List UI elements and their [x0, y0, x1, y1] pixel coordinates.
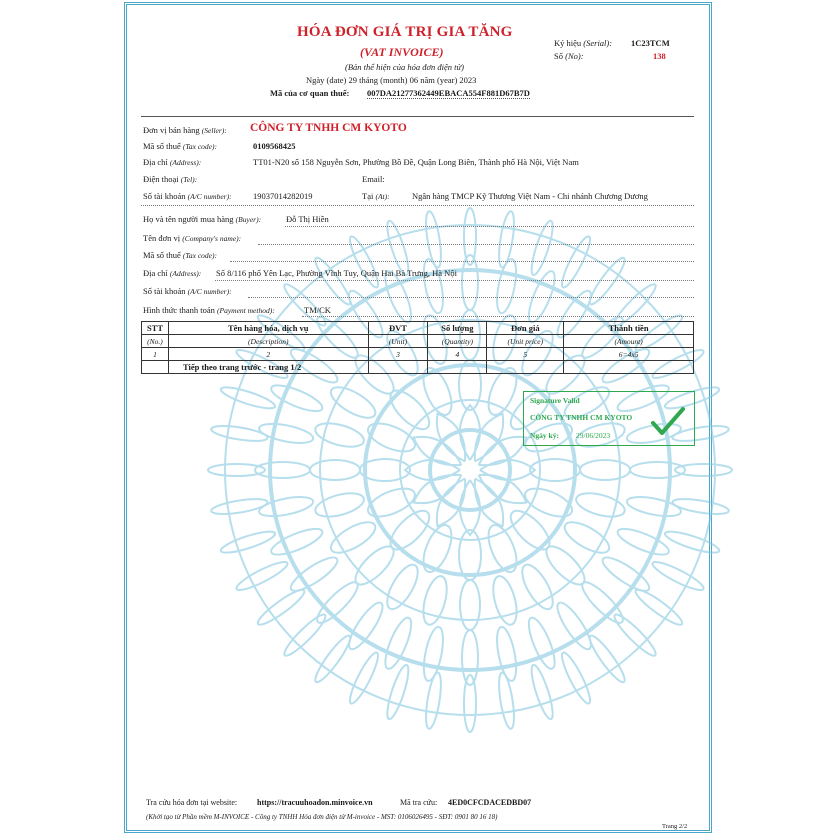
tax-authority-code: 007DA21277362449EBACA554F881D67B7D: [367, 88, 530, 98]
col-header: STT: [142, 322, 169, 335]
col-header: Đơn giá: [487, 322, 564, 335]
table-subheader-row: [142, 335, 694, 348]
buyer-name: Đỗ Thị Hiền: [286, 214, 329, 224]
mandala-watermark: [200, 200, 740, 740]
table-cell: 6=4x5: [564, 348, 694, 361]
table-cell: 5: [487, 348, 564, 361]
seller-name: CÔNG TY TNHH CM KYOTO: [250, 122, 407, 134]
table-cell: 1: [142, 348, 169, 361]
buyer-address-label: Địa chỉ (Address):: [143, 268, 202, 278]
number-value: 138: [653, 51, 666, 61]
seller-tax-label: Mã số thuế (Tax code):: [143, 141, 217, 151]
lookup-label: Tra cứu hóa đơn tại website:: [146, 798, 238, 807]
col-subheader: (No.): [142, 335, 169, 348]
seller-address: TT01-N20 số 158 Nguyễn Sơn, Phường Bồ Đề, Quận Long Biên, Thành phố Hà Nội, Việt Nam: [253, 157, 579, 167]
seller-account: 19037014282019: [253, 191, 313, 201]
buyer-tax-label: Mã số thuế (Tax code):: [143, 250, 217, 260]
table-continued-row: [142, 361, 694, 374]
col-subheader: (Unit): [368, 335, 428, 348]
payment-method: TM/CK: [304, 305, 331, 315]
table-cell: 2: [168, 348, 368, 361]
seller-phone-label: Điện thoại (Tel):: [143, 174, 198, 184]
divider: [141, 116, 694, 117]
col-header: Thành tiền: [564, 322, 694, 335]
invoice-date: Ngày (date) 29 tháng (month) 06 năm (year) 2023: [306, 75, 477, 85]
check-icon: [650, 406, 686, 438]
col-header: Tên hàng hóa, dịch vụ: [168, 322, 368, 335]
seller-bank: Ngân hàng TMCP Kỹ Thương Việt Nam - Chi nhánh Chương Dương: [412, 191, 648, 201]
number-label: Số (No):: [554, 51, 584, 61]
col-subheader: (Amount): [564, 335, 694, 348]
signature-date-label: Ngày ký:: [530, 431, 559, 440]
seller-bank-label: Tại (At):: [362, 191, 390, 201]
tax-authority-label: Mã của cơ quan thuế:: [270, 88, 350, 98]
table-cell: 3: [368, 348, 428, 361]
signature-signer: CÔNG TY TNHH CM KYOTO: [530, 413, 633, 422]
col-subheader: (Quantity): [428, 335, 487, 348]
page-number: Trang 2/2: [662, 823, 688, 830]
col-header: Số lượng: [428, 322, 487, 335]
signature-box: [523, 391, 695, 446]
seller-address-label: Địa chỉ (Address):: [143, 157, 202, 167]
seller-name-label: Đơn vị bán hàng (Seller):: [143, 125, 227, 135]
invoice-note: (Bản thể hiện của hóa đơn điện tử): [345, 62, 464, 72]
buyer-account-label: Số tài khoản (A/C number):: [143, 286, 232, 296]
col-subheader: (Description): [168, 335, 368, 348]
signature-status: Signature Valid: [530, 396, 580, 405]
table-cell: 4: [428, 348, 487, 361]
lookup-url[interactable]: https://tracuuhoadon.minvoice.vn: [257, 798, 373, 807]
divider: [141, 205, 694, 206]
seller-account-label: Số tài khoản (A/C number):: [143, 191, 232, 201]
buyer-company-label: Tên đơn vị (Company's name):: [143, 233, 242, 243]
payment-label: Hình thức thanh toán (Payment method):: [143, 305, 275, 315]
invoice-title: HÓA ĐƠN GIÁ TRỊ GIA TĂNG: [297, 24, 513, 40]
serial-value: 1C23TCM: [631, 38, 670, 48]
seller-tax-code: 0109568425: [253, 141, 296, 151]
table-header-row: [142, 322, 694, 335]
col-subheader: (Unit price): [487, 335, 564, 348]
lookup-code-label: Mã tra cứu:: [400, 798, 438, 807]
signature-date: 29/06/2023: [576, 431, 611, 440]
software-note: (Khởi tạo từ Phần mềm M-INVOICE - Công ty TNHH Hóa đơn điện tử M-invoice - MST: 0106026495 - SĐT: 0901 80 16 18): [146, 813, 498, 821]
continued-text: Tiếp theo trang trước - trang 1/2: [168, 361, 368, 374]
invoice-subtitle: (VAT INVOICE): [360, 45, 444, 59]
lookup-code: 4ED0CFCDACEDBD07: [448, 798, 532, 807]
buyer-address: Số 8/116 phố Yên Lạc, Phường Vĩnh Tuy, Quận Hai Bà Trưng, Hà Nội: [216, 268, 457, 278]
table-row: [142, 348, 694, 361]
items-table: [141, 321, 694, 374]
col-header: ĐVT: [368, 322, 428, 335]
buyer-name-label: Họ và tên người mua hàng (Buyer):: [143, 214, 262, 224]
seller-email-label: Email:: [362, 174, 385, 184]
serial-label: Ký hiệu (Serial):: [554, 38, 613, 48]
